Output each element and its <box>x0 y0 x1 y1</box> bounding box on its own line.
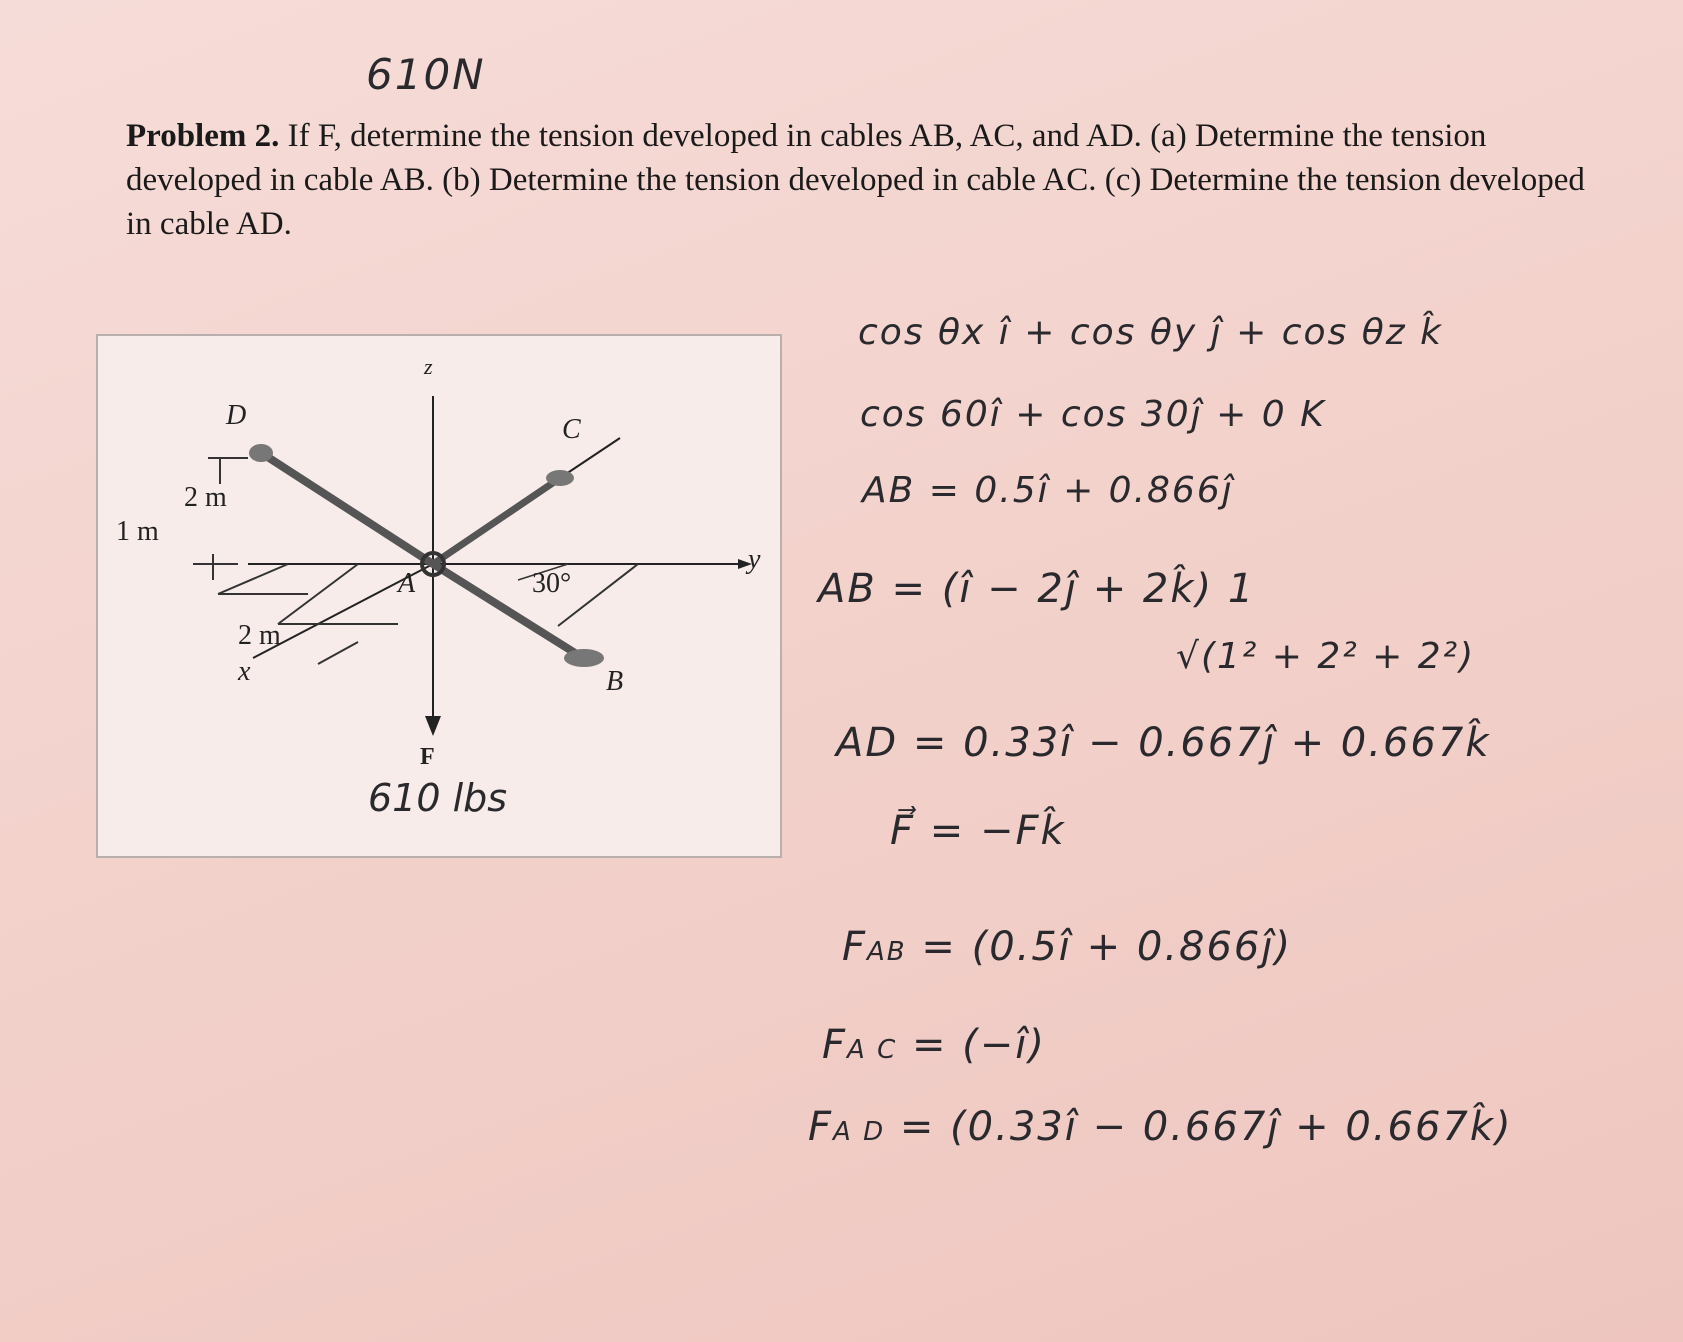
handwritten-force-value: 610 lbs <box>368 776 508 820</box>
fad-expression: = (0.33î − 0.667ĵ + 0.667k̂) <box>899 1104 1513 1150</box>
work-line-fad <box>808 1104 1513 1150</box>
fab-subscript: AB <box>867 937 907 967</box>
work-line-fac <box>822 1022 1046 1068</box>
anchor-c <box>546 470 574 486</box>
label-dim-2m-horizontal: 2 m <box>238 620 281 651</box>
work-line-ab-magnitude: √(1² + 2² + 2²) <box>1176 636 1476 677</box>
work-line-ad-unit: AD = 0.33î − 0.667ĵ + 0.667k̂ <box>836 720 1491 766</box>
label-b: B <box>606 666 624 697</box>
work-line-ab-vector: AB = (î − 2ĵ + 2k̂) 1 <box>818 566 1256 612</box>
label-c: C <box>562 414 581 445</box>
grid-line <box>318 642 358 664</box>
fac-expression: = (−î) <box>911 1022 1047 1068</box>
label-dim-2m-vertical: 2 m <box>184 482 227 513</box>
problem-statement <box>126 114 1606 246</box>
force-arrowhead <box>425 716 441 736</box>
work-line-direction-cosines: cos θx î + cos θy ĵ + cos θz k̂ <box>858 312 1443 353</box>
problem-text: If F, determine the tension developed in cables AB, AC, and AD. (a) Determine the tension developed in cable AB. (b) Determine the tension developed in cable AC. (c) Determine the tension developed in cable AD. <box>126 118 1585 242</box>
work-line-fab <box>842 924 1292 970</box>
anchor-b <box>564 649 604 667</box>
grid-line <box>218 564 288 594</box>
label-x: x <box>238 656 251 687</box>
work-line-force-vector: F⃗ = −Fk̂ <box>890 808 1066 854</box>
handwritten-force-note: 610N <box>366 50 486 99</box>
cable-ac <box>433 474 566 564</box>
label-angle: 30° <box>532 568 572 599</box>
fab-expression: = (0.5î + 0.866ĵ) <box>921 924 1293 970</box>
cable-ad <box>263 454 433 564</box>
label-dim-1m: 1 m <box>116 516 159 547</box>
fab-label: F <box>842 924 868 970</box>
problem-label: Problem 2. <box>126 118 280 154</box>
label-a: A <box>398 568 416 599</box>
problem-figure <box>96 334 782 858</box>
label-f: F <box>420 744 435 770</box>
work-line-ab-unit: AB = 0.5î + 0.866ĵ <box>862 470 1234 511</box>
label-d: D <box>226 400 247 431</box>
anchor-d <box>249 444 273 462</box>
label-z: z <box>424 354 433 379</box>
work-line-cos-angles: cos 60î + cos 30ĵ + 0 K <box>860 394 1326 435</box>
label-y: y <box>748 544 761 575</box>
fac-subscript: A C <box>847 1035 898 1065</box>
fad-subscript: A D <box>833 1117 886 1147</box>
fad-label: F <box>808 1104 834 1150</box>
fac-label: F <box>822 1022 848 1068</box>
